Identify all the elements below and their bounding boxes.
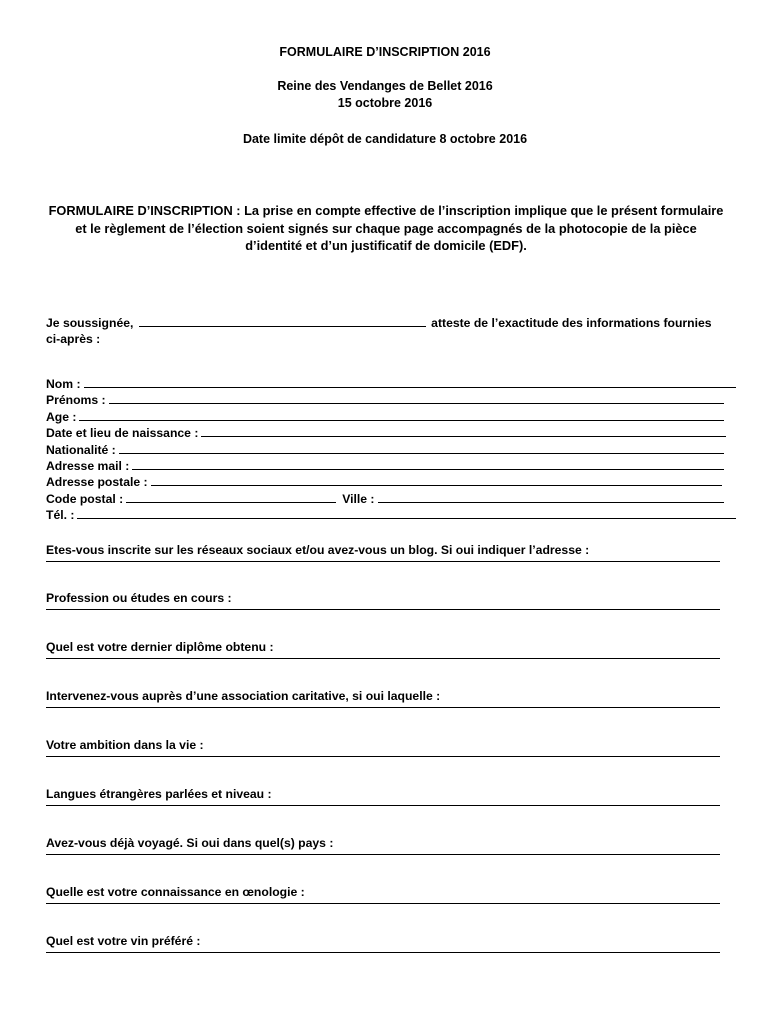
nationalite-input-line[interactable] (119, 452, 724, 454)
answer-line[interactable] (46, 658, 720, 659)
field-label: Adresse postale : (46, 475, 148, 490)
field-label: Age : (46, 409, 77, 424)
field-nationalite (46, 443, 724, 459)
field-label: Ville : (342, 491, 375, 506)
question-voyage (46, 835, 722, 855)
field-code-postal-ville (46, 492, 724, 508)
adresse-input-line[interactable] (151, 484, 722, 486)
name-blank[interactable] (139, 315, 426, 327)
question-label: Avez-vous déjà voyagé. Si oui dans quel(s) pays : (46, 836, 334, 850)
field-label: Tél. : (46, 508, 75, 523)
answer-line[interactable] (46, 561, 720, 562)
nom-input-line[interactable] (84, 386, 736, 388)
intro-paragraph: FORMULAIRE D’INSCRIPTION : La prise en compte effective de l’inscription implique que le présent formulaire et le règlement de l’élection soient signés sur chaque page accompagnés de la photocopie de la pièce d’identité et d’un justificatif de domicile (EDF). (48, 203, 724, 253)
question-vin (46, 933, 722, 953)
question-oenologie (46, 884, 722, 904)
declaration-prefix: Je soussignée, (46, 316, 134, 330)
code-postal-input-line[interactable] (126, 501, 336, 503)
answer-line[interactable] (46, 854, 720, 855)
field-age (46, 410, 724, 426)
question-label: Langues étrangères parlées et niveau : (46, 787, 272, 801)
answer-line[interactable] (46, 952, 720, 953)
tel-input-line[interactable] (77, 517, 736, 519)
field-label: Code postal : (46, 491, 124, 506)
question-label: Quelle est votre connaissance en œnologie : (46, 885, 305, 899)
field-label: Nom : (46, 377, 81, 391)
question-profession (46, 590, 722, 610)
personal-info-fields (46, 377, 736, 525)
field-label: Nationalité : (46, 442, 116, 457)
field-nom (46, 377, 736, 393)
field-adresse (46, 475, 722, 491)
question-label: Votre ambition dans la vie : (46, 738, 204, 752)
field-label: Date et lieu de naissance : (46, 426, 199, 441)
question-ambition (46, 737, 722, 757)
answer-line[interactable] (46, 903, 720, 904)
age-input-line[interactable] (79, 419, 724, 421)
deadline-text: Date limite dépôt de candidature 8 octobre 2016 (242, 132, 528, 146)
question-label: Etes-vous inscrite sur les réseaux sociaux et/ou avez-vous un blog. Si oui indiquer l’adresse : (46, 543, 590, 557)
answer-line[interactable] (46, 707, 720, 708)
field-prenoms (46, 393, 724, 409)
question-label: Quel est votre vin préféré : (46, 934, 201, 948)
declaration-continuation: ci-après : (46, 332, 101, 346)
ville-input-line[interactable] (378, 501, 725, 503)
question-reseaux (46, 542, 722, 562)
prenoms-input-line[interactable] (109, 402, 724, 404)
question-label: Intervenez-vous auprès d’une association caritative, si oui laquelle : (46, 689, 441, 703)
question-langues (46, 786, 722, 806)
question-label: Quel est votre dernier diplôme obtenu : (46, 640, 274, 654)
question-diplome (46, 639, 722, 659)
field-label: Adresse mail : (46, 458, 130, 473)
naissance-input-line[interactable] (201, 435, 726, 437)
answer-line[interactable] (46, 756, 720, 757)
field-naissance (46, 426, 726, 442)
event-name: Reine des Vendanges de Bellet 2016 (277, 79, 493, 93)
event-date: 15 octobre 2016 (337, 96, 433, 110)
question-association (46, 688, 722, 708)
form-title: FORMULAIRE D’INSCRIPTION 2016 (279, 45, 491, 59)
field-email (46, 459, 724, 475)
declaration-line (46, 315, 712, 331)
question-label: Profession ou études en cours : (46, 591, 232, 605)
field-label: Prénoms : (46, 393, 106, 408)
field-tel (46, 508, 736, 524)
answer-line[interactable] (46, 609, 720, 610)
declaration-suffix: atteste de l’exactitude des informations fournies (431, 316, 712, 330)
answer-line[interactable] (46, 805, 720, 806)
email-input-line[interactable] (132, 468, 724, 470)
